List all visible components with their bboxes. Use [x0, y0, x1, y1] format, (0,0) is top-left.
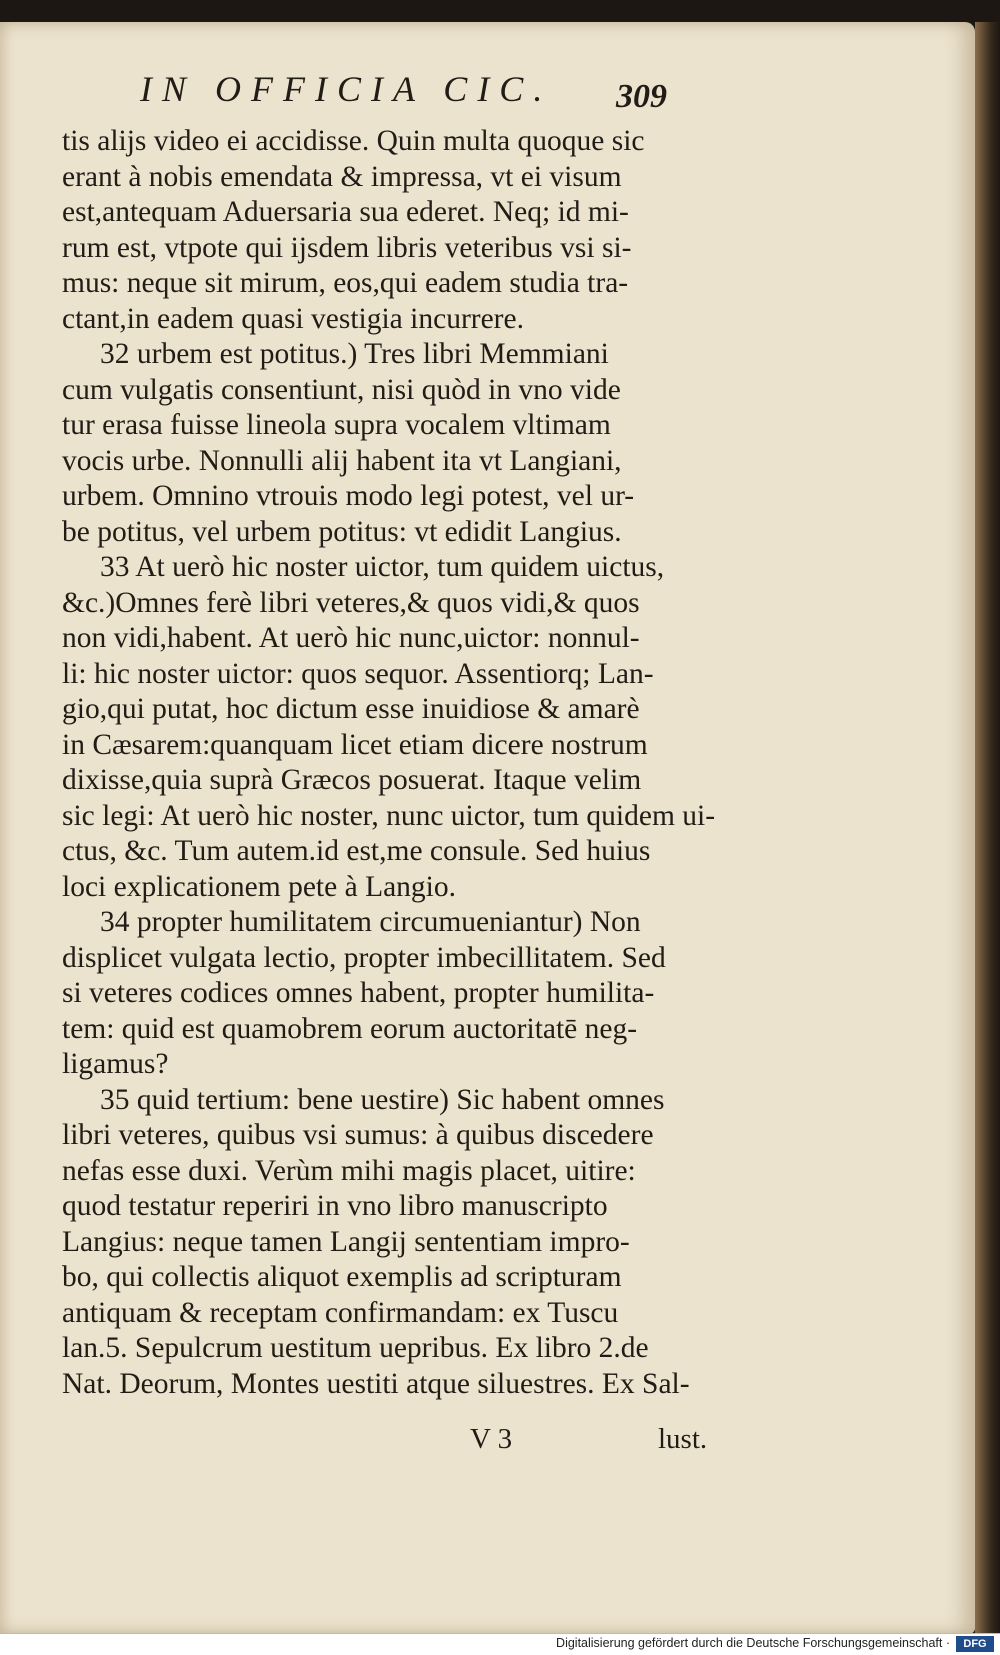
text-line: &c.)Omnes ferè libri veteres,& quos vidi,& quos — [62, 586, 640, 619]
text-line: antiquam & receptam confirmandam: ex Tuscu — [62, 1296, 619, 1329]
text-line: nefas esse duxi. Verùm mihi magis placet, uitire: — [62, 1154, 636, 1187]
text-line: dixisse,quia suprà Græcos posuerat. Itaque velim — [62, 764, 642, 796]
text-line: quod testatur reperiri in vno libro manuscripto — [62, 1190, 608, 1222]
text-line: li: hic noster uictor: quos sequor. Assentiorq; Lan- — [62, 657, 654, 690]
catchword: lust. — [658, 1423, 708, 1455]
running-title: IN OFFICIA CIC. — [140, 69, 553, 109]
text-line: loci explicationem pete à Langio. — [62, 870, 457, 903]
signature-mark: V 3 — [470, 1423, 513, 1455]
text-line: erant à nobis emendata & impressa, vt ei visum — [62, 160, 622, 193]
text-line: sic legi: At uerò hic noster, nunc uictor, tum quidem ui- — [62, 799, 716, 832]
text-line: 33 At uerò hic noster uictor, tum quidem uictus, — [100, 551, 665, 583]
text-line: displicet vulgata lectio, propter imbecillitatem. Sed — [62, 941, 666, 974]
text-line: in Cæsarem:quanquam licet etiam dicere nostrum — [62, 728, 648, 761]
text-line: 35 quid tertium: bene uestire) Sic habent omnes — [100, 1083, 665, 1116]
text-line: si veteres codices omnes habent, propter humilita- — [62, 977, 655, 1009]
text-line: rum est, vtpote qui ijsdem libris veteribus vsi si- — [62, 231, 632, 264]
footer-bar — [0, 1633, 1000, 1655]
text-line: lan.5. Sepulcrum uestitum uepribus. Ex libro 2.de — [62, 1332, 649, 1364]
text-line: Langius: neque tamen Langij sententiam impro- — [62, 1225, 630, 1258]
text-line: bo, qui collectis aliquot exemplis ad scripturam — [62, 1261, 622, 1293]
text-line: ctus, &c. Tum autem.id est,me consule. Sed huius — [62, 835, 651, 867]
text-line: gio,qui putat, hoc dictum esse inuidiose & amarè — [62, 693, 640, 725]
text-line: ctant,in eadem quasi vestigia incurrere. — [62, 302, 524, 335]
text-line: 32 urbem est potitus.) Tres libri Memmiani — [100, 338, 609, 370]
text-line: tem: quid est quamobrem eorum auctoritatē neg- — [62, 1012, 638, 1045]
text-line: mus: neque sit mirum, eos,qui eadem studia tra- — [62, 267, 629, 299]
text-line: libri veteres, quibus vsi sumus: à quibus discedere — [62, 1119, 654, 1151]
page-edge-shadow — [975, 22, 1000, 1634]
text-line: ligamus? — [62, 1048, 169, 1080]
text-line: est,antequam Aduersaria sua ederet. Neq; id mi- — [62, 196, 629, 228]
funding-credit: Digitalisierung gefördert durch die Deutsche Forschungsgemeinschaft · — [556, 1636, 950, 1650]
text-line: Nat. Deorum, Montes uestiti atque siluestres. Ex Sal- — [62, 1367, 690, 1400]
page-number: 309 — [616, 78, 667, 115]
text-line: urbem. Omnino vtrouis modo legi potest, vel ur- — [62, 480, 635, 512]
dfg-logo: DFG — [956, 1636, 994, 1652]
text-line: be potitus, vel urbem potitus: vt edidit Langius. — [62, 515, 622, 548]
text-line: cum vulgatis consentiunt, nisi quòd in vno vide — [62, 373, 621, 406]
text-line: vocis urbe. Nonnulli alij habent ita vt Langiani, — [62, 444, 622, 477]
text-line: 34 propter humilitatem circumueniantur) Non — [100, 906, 641, 938]
text-line: non vidi,habent. At uerò hic nunc,uictor: nonnul- — [62, 622, 640, 654]
text-line: tur erasa fuisse lineola supra vocalem vltimam — [62, 409, 611, 441]
text-line: tis alijs video ei accidisse. Quin multa quoque sic — [62, 125, 645, 157]
